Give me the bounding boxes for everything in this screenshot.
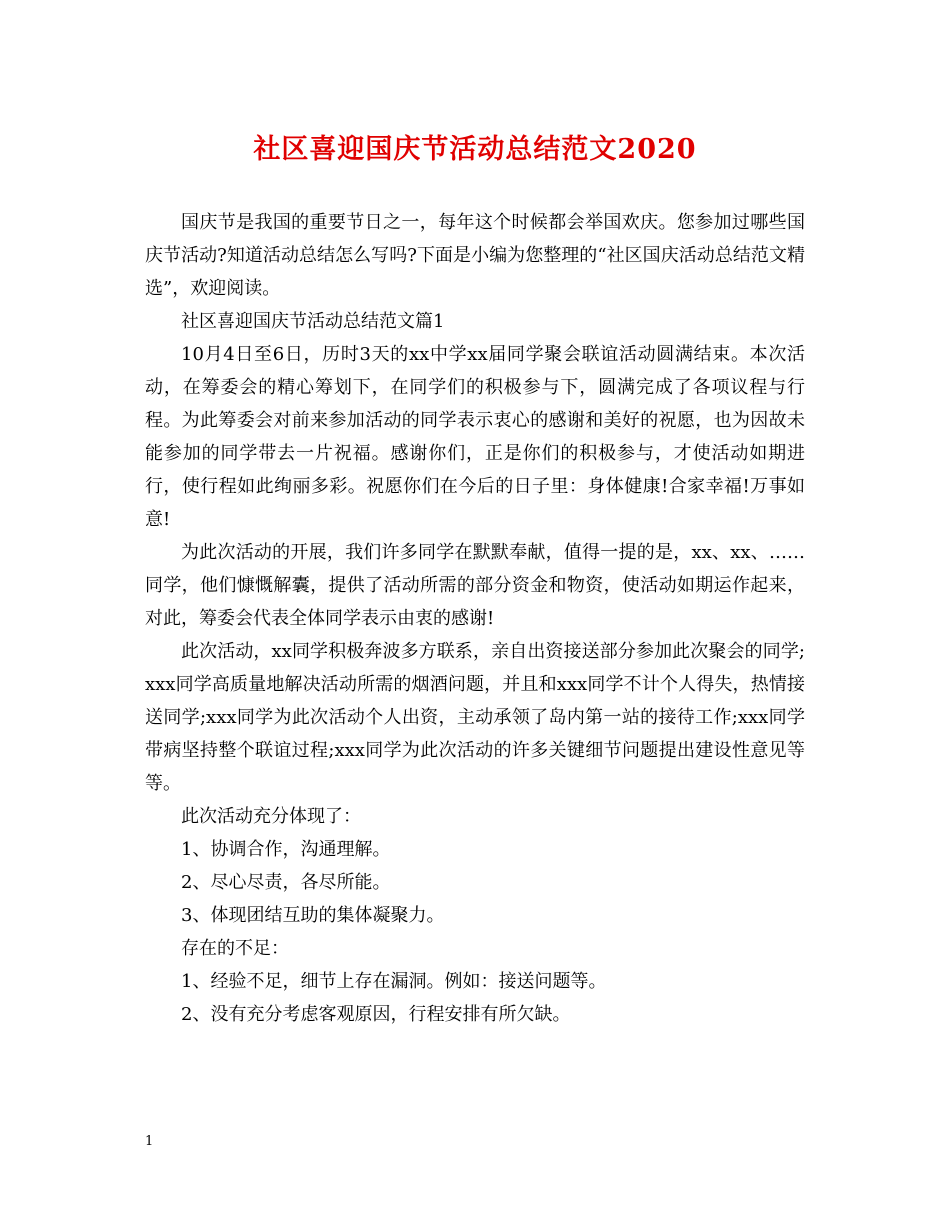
paragraph-contributors: 此次活动，xx同学积极奔波多方联系，亲自出资接送部分参加此次聚会的同学;xxx同学高质量地解决活动所需的烟酒问题，并且和xxx同学不计个人得失，热情接送同学;xxx同学为此次活动个人出资，主动承领了岛内第一站的接待工作;xxx同学带病坚持整个联谊过程;xxx同学为此次活动的许多关键细节问题提出建设性意见等等。	[145, 641, 805, 794]
list-item: 2、尽心尽责，各尽所能。	[181, 872, 391, 893]
section-heading: 社区喜迎国庆节活动总结范文篇1	[181, 311, 445, 332]
list-item: 1、经验不足，细节上存在漏洞。例如：接送问题等。	[181, 971, 607, 992]
list-item: 1、协调合作，沟通理解。	[181, 839, 391, 860]
paragraph-summary: 10月4日至6日，历时3天的xx中学xx届同学聚会联谊活动圆满结束。本次活动，在筹委会的精心筹划下，在同学们的积极参与下，圆满完成了各项议程与行程。为此筹委会对前来参加活动的同学表示衷心的感谢和美好的祝愿，也为因故未能参加的同学带去一片祝福。感谢你们，正是你们的积极参与，才使活动如期进行，使行程如此绚丽多彩。祝愿你们在今后的日子里：身体健康!合家幸福!万事如意!	[145, 344, 805, 530]
list-item: 2、没有充分考虑客观原因，行程安排有所欠缺。	[181, 1004, 571, 1025]
paragraph-intro: 国庆节是我国的重要节日之一，每年这个时候都会举国欢庆。您参加过哪些国庆节活动?知道活动总结怎么写吗?下面是小编为您整理的“社区国庆活动总结范文精选”，欢迎阅读。	[145, 212, 805, 299]
document-body	[145, 206, 805, 1031]
shortcomings-heading: 存在的不足：	[181, 938, 289, 959]
list-item: 3、体现团结互助的集体凝聚力。	[181, 905, 445, 926]
document-title: 社区喜迎国庆节活动总结范文2020	[253, 134, 697, 165]
page-number: 1	[145, 1134, 154, 1149]
paragraph-thanks: 为此次活动的开展，我们许多同学在默默奉献，值得一提的是，xx、xx、……同学，他们慷慨解囊，提供了活动所需的部分资金和物资，使活动如期运作起来，对此，筹委会代表全体同学表示由衷的感谢!	[145, 542, 805, 629]
paragraph-reflection-heading: 此次活动充分体现了：	[181, 806, 361, 827]
